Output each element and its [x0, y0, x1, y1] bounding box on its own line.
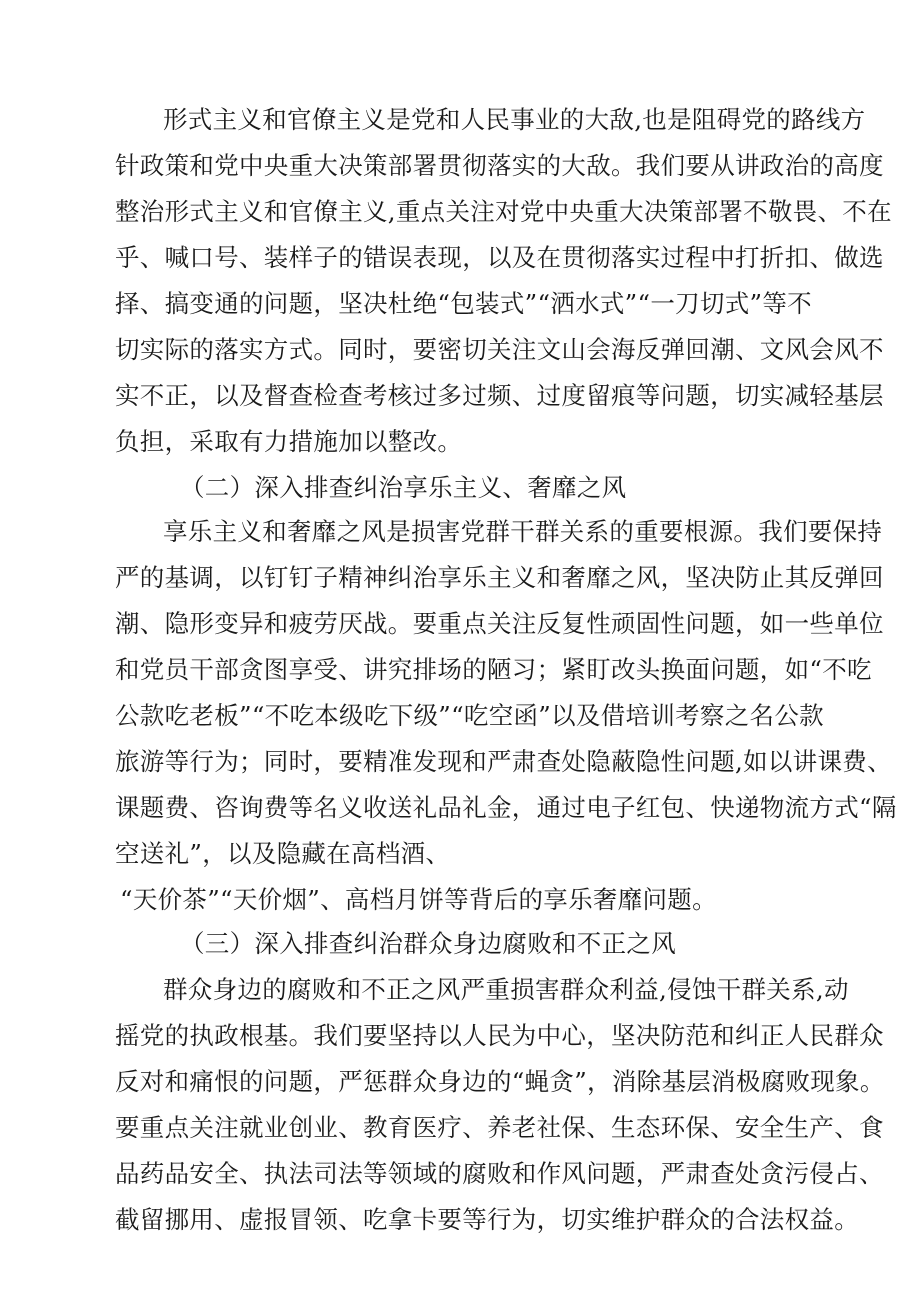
paragraph-line: 摇党的执政根基。我们要坚持以人民为中心，坚决防范和纠正人民群众	[115, 1021, 884, 1050]
paragraph-line: 切实际的落实方式。同时，要密切关注文山会海反弹回潮、文风会风不	[115, 335, 884, 364]
paragraph-line: 乎、喊口号、装样子的错误表现，以及在贯彻落实过程中打折扣、做选	[115, 243, 884, 272]
paragraph-line: 针政策和党中央重大决策部署贯彻落实的大敌。我们要从讲政治的高度	[115, 151, 884, 180]
paragraph-line: 和党员干部贪图享受、讲究排场的陋习；紧盯改头换面问题，如“不吃	[115, 655, 872, 684]
paragraph-line: 反对和痛恨的问题，严惩群众身边的“蝇贪”，消除基层消极腐败现象。	[115, 1067, 885, 1096]
paragraph-line: 品药品安全、执法司法等领域的腐败和作风问题，严肃查处贪污侵占、	[115, 1159, 884, 1188]
paragraph-line: “天价茶”“天价烟”、高档月饼等背后的享乐奢靡问题。	[120, 885, 717, 914]
section-heading-2: （二）深入排查纠治享乐主义、奢靡之风	[180, 473, 627, 502]
paragraph-line: 择、搞变通的问题，坚决杜绝“包装式”“洒水式”“一刀切式”等不	[115, 289, 812, 318]
paragraph-line: 潮、隐形变异和疲劳厌战。要重点关注反复性顽固性问题，如一些单位	[115, 609, 884, 638]
paragraph-line: 负担，采取有力措施加以整改。	[115, 427, 463, 456]
paragraph-line: 严的基调，以钉钉子精神纠治享乐主义和奢靡之风，坚决防止其反弹回	[115, 563, 884, 592]
paragraph-line: 课题费、咨询费等名义收送礼品礼金，通过电子红包、快递物流方式“隔	[115, 793, 897, 822]
paragraph-line: 实不正，以及督查检查考核过多过频、过度留痕等问题，切实减轻基层	[115, 381, 884, 410]
paragraph-line: 要重点关注就业创业、教育医疗、养老社保、生态环保、安全生产、食	[115, 1113, 884, 1142]
paragraph-line: 旅游等行为；同时，要精准发现和严肃查处隐蔽隐性问题,如以讲课费、	[115, 747, 892, 776]
paragraph-line: 形式主义和官僚主义是党和人民事业的大敌,也是阻碍党的路线方	[163, 105, 866, 134]
section-heading-3: （三）深入排查纠治群众身边腐败和不正之风	[180, 929, 676, 958]
paragraph-line: 整治形式主义和官僚主义,重点关注对党中央重大决策部署不敬畏、不在	[115, 197, 892, 226]
paragraph-line: 截留挪用、虚报冒领、吃拿卡要等行为，切实维护群众的合法权益。	[115, 1205, 859, 1234]
paragraph-line: 空送礼”，以及隐藏在高档酒、	[115, 839, 451, 868]
paragraph-line: 享乐主义和奢靡之风是损害党群干群关系的重要根源。我们要保持	[163, 517, 883, 546]
paragraph-line: 公款吃老板”“不吃本级吃下级”“吃空函”以及借培训考察之名公款	[115, 701, 824, 730]
paragraph-line: 群众身边的腐败和不正之风严重损害群众利益,侵蚀干群关系,动	[163, 975, 849, 1004]
